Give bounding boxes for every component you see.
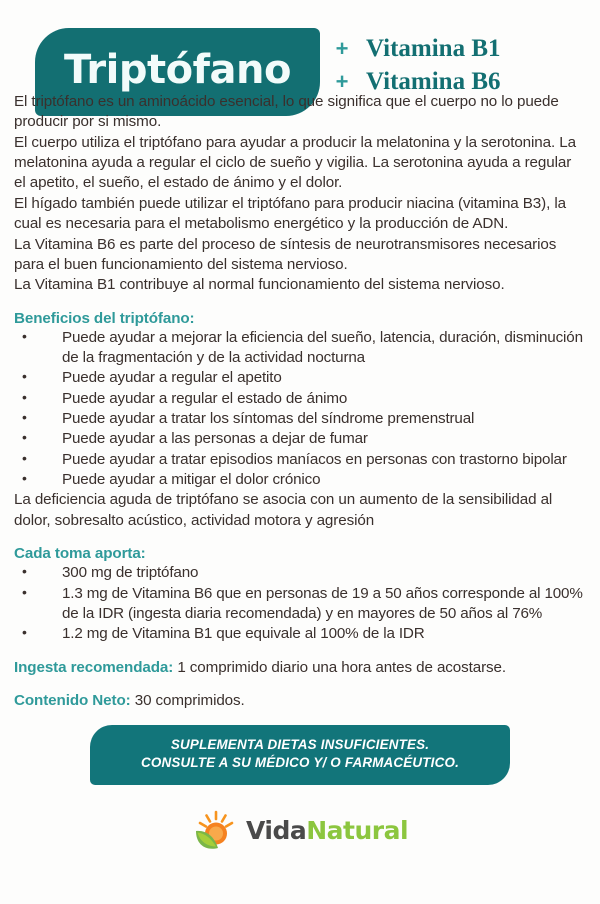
header: [0, 0, 600, 95]
intro-paragraph-2: El cuerpo utiliza el triptófano para ayudar a producir la melatonina y la serotonina. La melatonina ayuda a regular el ciclo de sueño y vigilia. La serotonina ayuda a regular el apetito, el sueño, el estado de ánimo y el dolor.: [14, 133, 576, 192]
intro-paragraph-4: La Vitamina B6 es parte del proceso de síntesis de neurotransmisores necesarios para el buen funcionamiento del sistema nervioso.: [14, 235, 557, 273]
vitamin-list: [334, 34, 501, 97]
brand-logo-text-natural: Natural: [306, 816, 409, 846]
footer-banner-wrap: [14, 725, 586, 784]
brand-logo-text-vida: Vida: [245, 816, 307, 846]
benefits-heading: Beneficios del triptófano:: [14, 309, 195, 327]
dose-list: [14, 563, 586, 644]
vitamin-label-b6: Vitamina B6: [366, 67, 501, 95]
plus-icon: +: [335, 68, 349, 94]
brand-logo-text: [246, 816, 408, 845]
brand-logo: [14, 809, 586, 853]
vitamin-row-b1: [334, 34, 501, 65]
recommended-intake-label: Ingesta recomendada:: [14, 658, 174, 676]
intro-paragraph-3: El hígado también puede utilizar el triptófano para producir niacina (vitamina B3), la cual es necesaria para el metabolismo energético y la producción de ADN.: [14, 194, 566, 233]
spacer: [14, 678, 586, 691]
vitamin-label-b1: Vitamina B1: [366, 35, 501, 62]
list-item: • Puede ayudar a tratar los síntomas del síndrome premenstrual: [14, 409, 586, 429]
list-item: • Puede ayudar a mitigar el dolor crónico: [14, 470, 586, 490]
disclaimer-line-2: CONSULTE A SU MÉDICO Y/ O FARMACÉUTICO.: [140, 755, 460, 771]
recommended-intake: [14, 658, 586, 678]
recommended-intake-value: 1 comprimido diario una hora antes de acostarse.: [173, 658, 507, 676]
list-item: • 1.2 mg de Vitamina B1 que equivale al 100% de la IDR: [14, 624, 586, 644]
label-content: [0, 92, 600, 853]
list-item: • Puede ayudar a mejorar la eficiencia del sueño, latencia, duración, disminución de la fragmentación y de la actividad nocturna: [14, 328, 586, 369]
net-content: [14, 691, 586, 711]
list-item: • Puede ayudar a las personas a dejar de fumar: [14, 429, 586, 449]
list-item: • 1.3 mg de Vitamina B6 que en personas de 19 a 50 años corresponde al 100% de la IDR (ingesta diaria recomendada) y en mayores de 50 años al 76%: [14, 584, 586, 625]
disclaimer-banner: [90, 725, 510, 784]
intro-paragraph-5: La Vitamina B1 contribuye al normal funcionamiento del sistema nervioso.: [14, 276, 505, 294]
list-item: • Puede ayudar a regular el estado de ánimo: [14, 389, 586, 409]
sun-leaf-icon: [192, 809, 238, 853]
net-content-value: 30 comprimidos.: [130, 691, 245, 709]
plus-icon: +: [335, 36, 349, 62]
spacer: [14, 645, 586, 658]
disclaimer-line-1: SUPLEMENTA DIETAS INSUFICIENTES.: [170, 737, 430, 753]
list-item: • 300 mg de triptófano: [14, 563, 586, 583]
list-item: • Puede ayudar a regular el apetito: [14, 368, 586, 388]
benefits-closing-note: La deficiencia aguda de triptófano se asocia con un aumento de la sensibilidad al dolor, sobresalto acústico, actividad motora y agresión: [14, 491, 553, 529]
list-item: • Puede ayudar a tratar episodios maníacos en personas con trastorno bipolar: [14, 450, 586, 470]
benefits-list: [14, 328, 586, 491]
net-content-label: Contenido Neto:: [14, 691, 131, 709]
dose-heading: Cada toma aporta:: [14, 545, 146, 563]
intro-paragraph-1: El triptófano es un aminoácido esencial, lo que significa que el cuerpo no lo puede producir por si mismo.: [14, 93, 559, 131]
page-title: Triptófano: [64, 47, 291, 93]
